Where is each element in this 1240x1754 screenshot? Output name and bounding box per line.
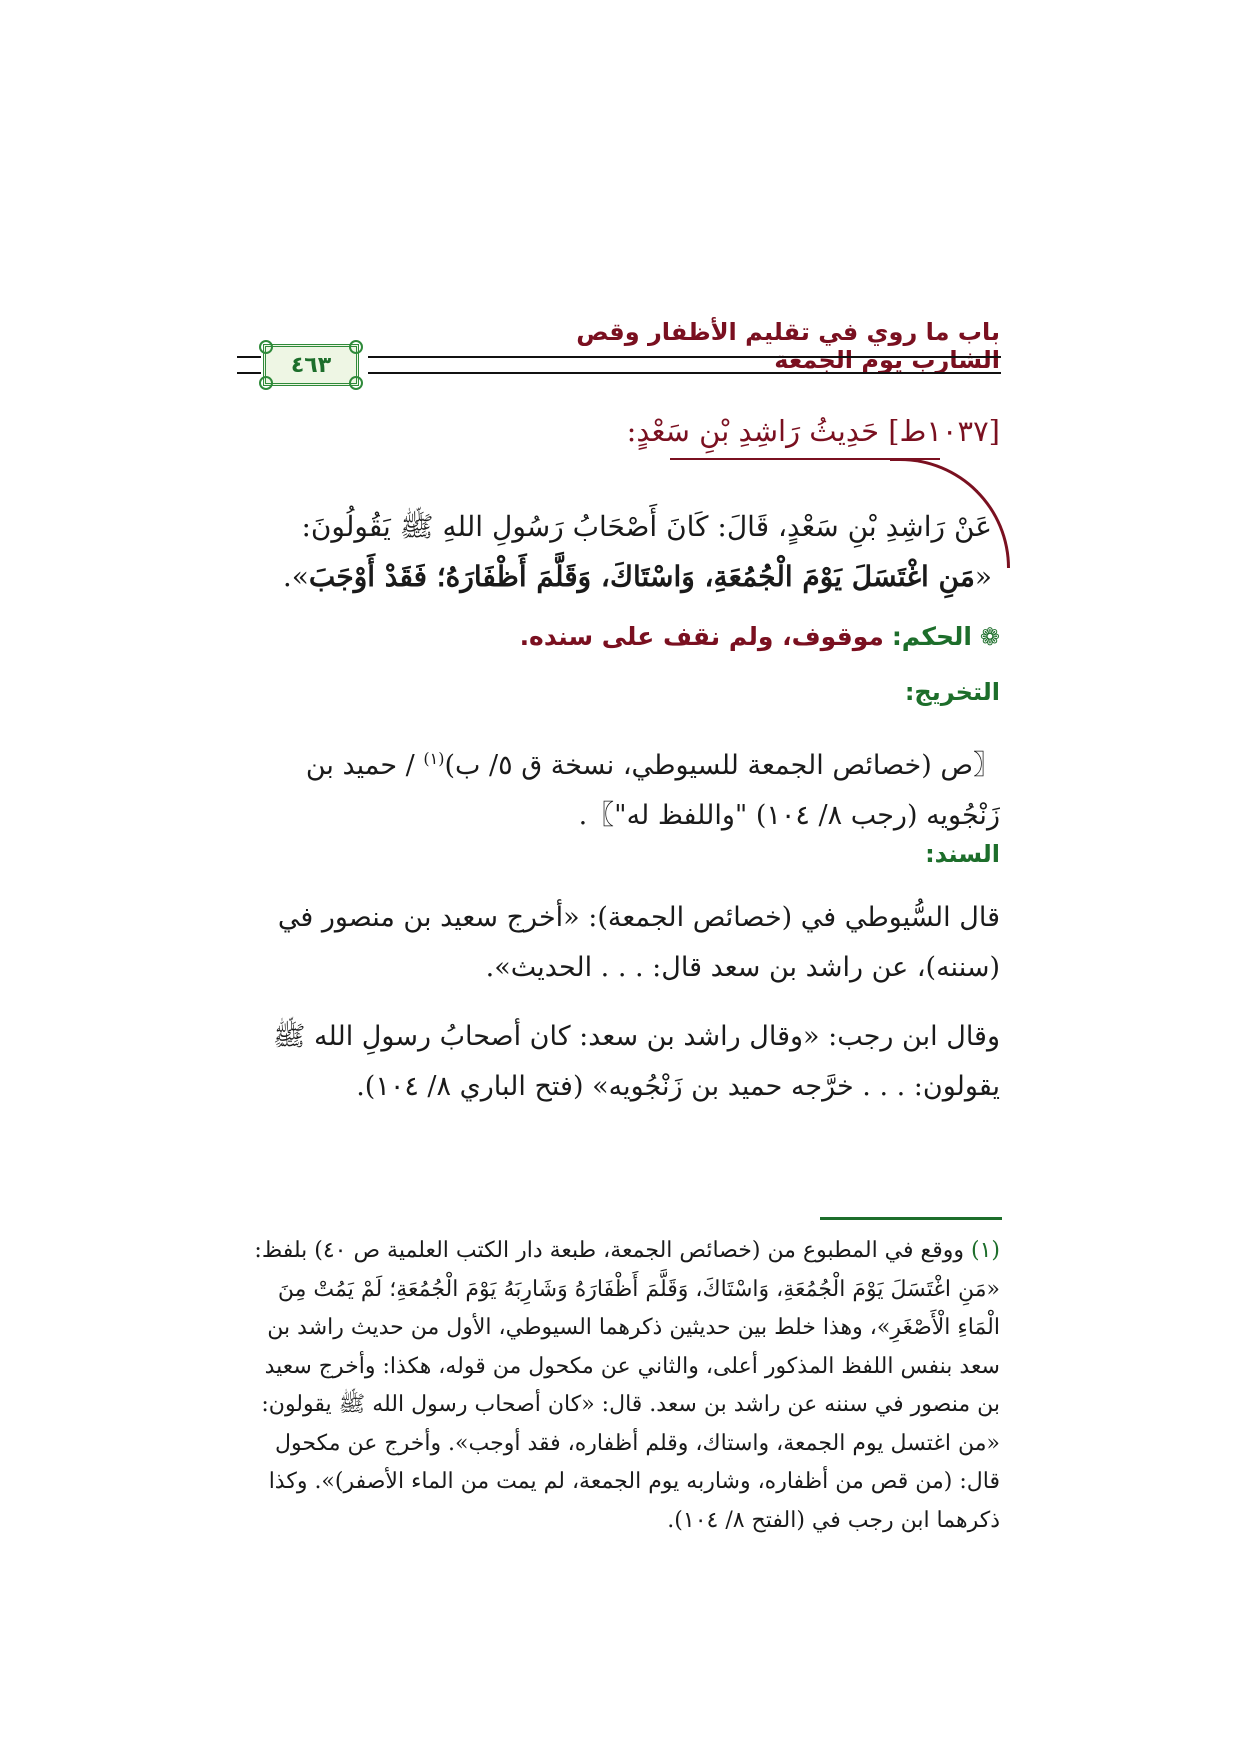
badge-ornament-icon	[259, 340, 273, 354]
ruling-line	[238, 622, 1000, 651]
hadith-text	[240, 502, 992, 602]
hadith-matn-end: ».	[282, 560, 309, 593]
badge-ornament-icon	[349, 340, 363, 354]
sanad-label: السند:	[925, 840, 1000, 868]
hadith-heading: [١٠٣٧ط] حَدِيثُ رَاشِدِ بْنِ سَعْدٍ:	[626, 414, 1000, 448]
header-rule	[237, 372, 261, 374]
flower-ornament-icon: ❁	[979, 623, 1000, 651]
takhrij-label: التخريج:	[904, 678, 1000, 706]
ruling-label: الحكم:	[891, 622, 972, 651]
page-number: ٤٦٣	[290, 352, 332, 378]
sanad-paragraph-1: قال السُّيوطي في (خصائص الجمعة): «أخرج سعيد بن منصور في (سننه)، عن راشد بن سعد قال: . . . الحديث».	[277, 902, 1000, 983]
badge-ornament-icon	[259, 376, 273, 390]
takhrij-text	[238, 734, 1000, 841]
chapter-title: باب ما روي في تقليم الأظفار وقص الشارب يوم الجمعة	[576, 318, 1000, 374]
footnote	[238, 1232, 1000, 1540]
badge-ornament-icon	[349, 376, 363, 390]
hadith-isnad: عَنْ رَاشِدِ بْنِ سَعْدٍ، قَالَ: كَانَ أَصْحَابُ رَسُولِ اللهِ ﷺ يَقُولُونَ: «	[301, 510, 992, 593]
ruling-text: موقوف، ولم نقف على سنده.	[519, 622, 884, 651]
hadith-matn: مَنِ اغْتَسَلَ يَوْمَ الْجُمُعَةِ، وَاسْتَاكَ، وَقَلَّمَ أَظْفَارَهُ؛ فَقَدْ أَوْجَبَ	[308, 560, 975, 593]
sanad-paragraph-2: وقال ابن رجب: «وقال راشد بن سعد: كان أصحابُ رسولِ الله ﷺ يقولون: . . . خرَّجه حميد بن زَنْجُويه» (فتح الباري ٨/ ١٠٤).	[272, 1021, 1000, 1102]
footnote-text: ووقع في المطبوع من (خصائص الجمعة، طبعة دار الكتب العلمية ص ٤٠) بلفظ: «مَنِ اغْتَسَلَ يَوْمَ الْجُمُعَةِ، وَاسْتَاكَ، وَقَلَّمَ أَظْفَارَهُ وَشَارِبَهُ يَوْمَ الْجُمُعَةِ؛ لَمْ يَمُتْ مِنَ الْمَاءِ الْأَصْغَرِ»، وهذا خلط بين حديثين ذكرهما السيوطي، الأول من حديث راشد بن سعد بنفس اللفظ المذكور أعلى، والثاني عن مكحول من قوله، هكذا: وأخرج سعيد بن منصور في سننه عن راشد بن سعد. قال: «كان أصحاب رسول الله ﷺ يقولون: «من اغتسل يوم الجمعة، واستاك، وقلم أظفاره، فقد أوجب». وأخرج عن مكحول قال: (من قص من أظفاره، وشاربه يوم الجمعة، لم يمت من الماء الأصفر)». وكذا ذكرهما ابن رجب في (الفتح ٨/ ١٠٤).	[254, 1238, 1000, 1533]
page-number-badge	[263, 344, 359, 386]
takhrij-source-1: 〖ص (خصائص الجمعة للسيوطي، نسخة ق ٥/ ب)	[444, 750, 1000, 781]
footnote-number: (١)	[970, 1238, 1000, 1263]
footnote-separator	[820, 1217, 1002, 1220]
header-rule	[368, 356, 1001, 358]
header-rule	[237, 356, 261, 358]
header-rule	[368, 372, 1001, 374]
takhrij-source-2: / حميد بن زَنْجُويه (رجب ٨/ ١٠٤) "واللفظ له"〗.	[305, 750, 1000, 831]
footnote-ref: (١)	[423, 749, 445, 768]
